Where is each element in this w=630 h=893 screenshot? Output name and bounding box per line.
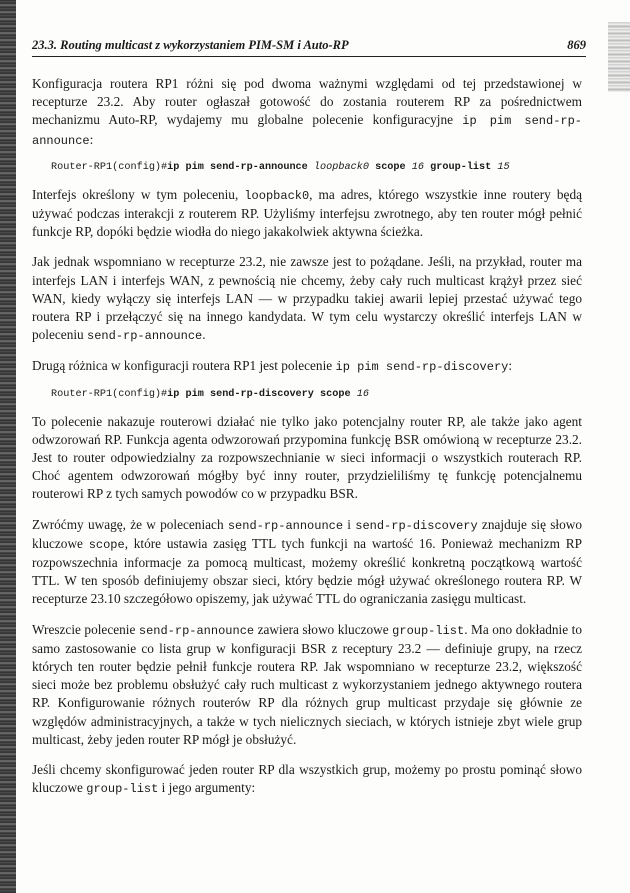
cli-prompt: Router-RP1(config)# bbox=[51, 388, 168, 400]
text-run: Jak jednak wspomniano w recepturze 23.2, nie zawsze jest to pożądane. Jeśli, na przykład, router ma interfejs LAN i interfejs WAN, z pewnością nie chcemy, żeby cały ruch multicast krążył przez sieć WAN, kiedy wyłączy się interfejs LAN — w przypadku takiej awarii lepiej przestać używać tego routera RP i przełączyć się na innego kandydata. W tym celu wystarczy określić interfejs LAN w poleceniu bbox=[32, 254, 582, 343]
paragraph-6 bbox=[32, 516, 582, 609]
paragraph-4 bbox=[32, 357, 582, 376]
text-run: Zwróćmy uwagę, że w poleceniach bbox=[32, 516, 228, 532]
cli-keyword: scope bbox=[320, 388, 351, 400]
cli-prompt: Router-RP1(config)# bbox=[51, 161, 168, 173]
paragraph-1-text: Konfiguracja routera RP1 różni się pod dwoma ważnymi względami od tej przedstawionej w recepturze 23.2. Aby router ogłaszał gotowość do zostania routerem RP za pośrednictwem mechanizmu Auto-RP, wydajemy mu globalne polecenie konfiguracyjne bbox=[32, 76, 582, 128]
cli-arg: 16 bbox=[411, 161, 425, 173]
text-run: zawiera słowo kluczowe bbox=[254, 621, 393, 637]
text-run: . Ma ono dokładnie to samo zastosowanie co lista grup w konfiguracji BSR z receptury 23.2 — definiuje grupy, na rzecz których ten router będzie pełnił funkcje routera RP. Jak wspomniano w recepturze 23.2, większość sieci może bez problemu obsłużyć cały ruch multicast z wykorzystaniem jednego aktywnego routera RP. Konfigurowanie różnych routerów RP dla różnych grup multicast przydaje się głównie ze względów administracyjnych, a także w tych nielicznych sieciach, w których istnieje zbyt wiele grup multicast, żeby jeden router RP mógł je obsłużyć. bbox=[32, 621, 582, 747]
text-run: znajduje się słowo kluczowe bbox=[32, 516, 582, 551]
page-body bbox=[32, 75, 582, 811]
text-run: i jego argumenty: bbox=[158, 780, 256, 796]
text-run: , ma adres, którego wszystkie inne routery będą używać podczas interakcji z routerem RP. Użyliśmy interfejsu zwrotnego, aby ten router mógł pełnić funkcje RP, dopóki będzie wiodła do niego jakakolwiek aktywna ścieżka. bbox=[32, 186, 582, 240]
text-run: : bbox=[508, 358, 513, 374]
command-example-2 bbox=[51, 389, 582, 400]
inline-code: group-list bbox=[86, 782, 159, 797]
paragraph-1 bbox=[32, 75, 582, 150]
inline-code: loopback0 bbox=[244, 188, 310, 203]
inline-code: send-rp-discovery bbox=[355, 518, 478, 533]
text-run: i bbox=[343, 516, 356, 532]
cli-command: ip pim send-rp-announce bbox=[167, 161, 308, 173]
inline-code: scope bbox=[88, 537, 125, 552]
scan-edge-shadow bbox=[0, 0, 16, 893]
cli-command: ip pim send-rp-discovery bbox=[167, 388, 314, 400]
paragraph-3 bbox=[32, 253, 582, 345]
paragraph-1-tail: : bbox=[89, 131, 94, 147]
inline-code: send-rp-announce bbox=[227, 518, 344, 533]
page-header bbox=[32, 36, 586, 57]
cli-arg: 15 bbox=[497, 161, 510, 173]
text-run: , które ustawia zasięg TTL tych funkcji na wartość 16. Ponieważ mechanizm RP rozpowszechnia informacje za pomocą multicast, możemy określić konkretną początkową wartość TTL. W ten sposób definiujemy obszar sieci, który będzie mógł używać określonego routera RP. W recepturze 23.10 szczegółowo opiszemy, jak używać TTL do ograniczania zasięgu multicast. bbox=[32, 535, 582, 607]
running-head: 23.3. Routing multicast z wykorzystaniem PIM-SM i Auto-RP bbox=[32, 38, 349, 52]
command-example-1 bbox=[51, 162, 582, 173]
cli-keyword: group-list bbox=[430, 161, 492, 173]
text-run: Jeśli chcemy skonfigurować jeden router RP dla wszystkich grup, możemy po prostu pominąć słowo kluczowe bbox=[32, 762, 582, 796]
cli-arg: loopback0 bbox=[313, 161, 369, 173]
inline-code: group-list bbox=[392, 623, 465, 638]
text-run: . bbox=[202, 327, 206, 343]
text-run: Wreszcie polecenie bbox=[32, 621, 139, 637]
paragraph-2 bbox=[32, 186, 582, 242]
text-run: Interfejs określony w tym poleceniu, bbox=[32, 186, 245, 202]
inline-code: ip pim send-rp-announce bbox=[32, 114, 582, 148]
paragraph-7 bbox=[32, 621, 582, 749]
cli-keyword: scope bbox=[375, 161, 406, 173]
cli-arg: 16 bbox=[356, 388, 369, 400]
inline-code: ip pim send-rp-discovery bbox=[335, 360, 509, 375]
scan-corner-shadow bbox=[608, 22, 630, 92]
paragraph-5: To polecenie nakazuje routerowi działać nie tylko jako potencjalny router RP, ale także jako agent odwzorowań RP. Funkcja agenta odwzorowań przypomina funkcję BSR omówioną w recepturze 23.2. Jest to router odpowiedzialny za rozpowszechnianie w sieci informacji o wszystkich routerach RP. Choć agentem odwzorowań mógłby być inny router, przydzieliliśmy tę funkcję potencjalnemu routerowi RP z tych samych powodów co w przypadku BSR. bbox=[32, 413, 582, 502]
text-run: Drugą różnica w konfiguracji routera RP1 jest polecenie bbox=[32, 358, 336, 374]
inline-code: send-rp-announce bbox=[138, 623, 255, 638]
paragraph-8 bbox=[32, 761, 582, 798]
inline-code: send-rp-announce bbox=[87, 329, 203, 344]
page-number: 869 bbox=[567, 38, 586, 52]
